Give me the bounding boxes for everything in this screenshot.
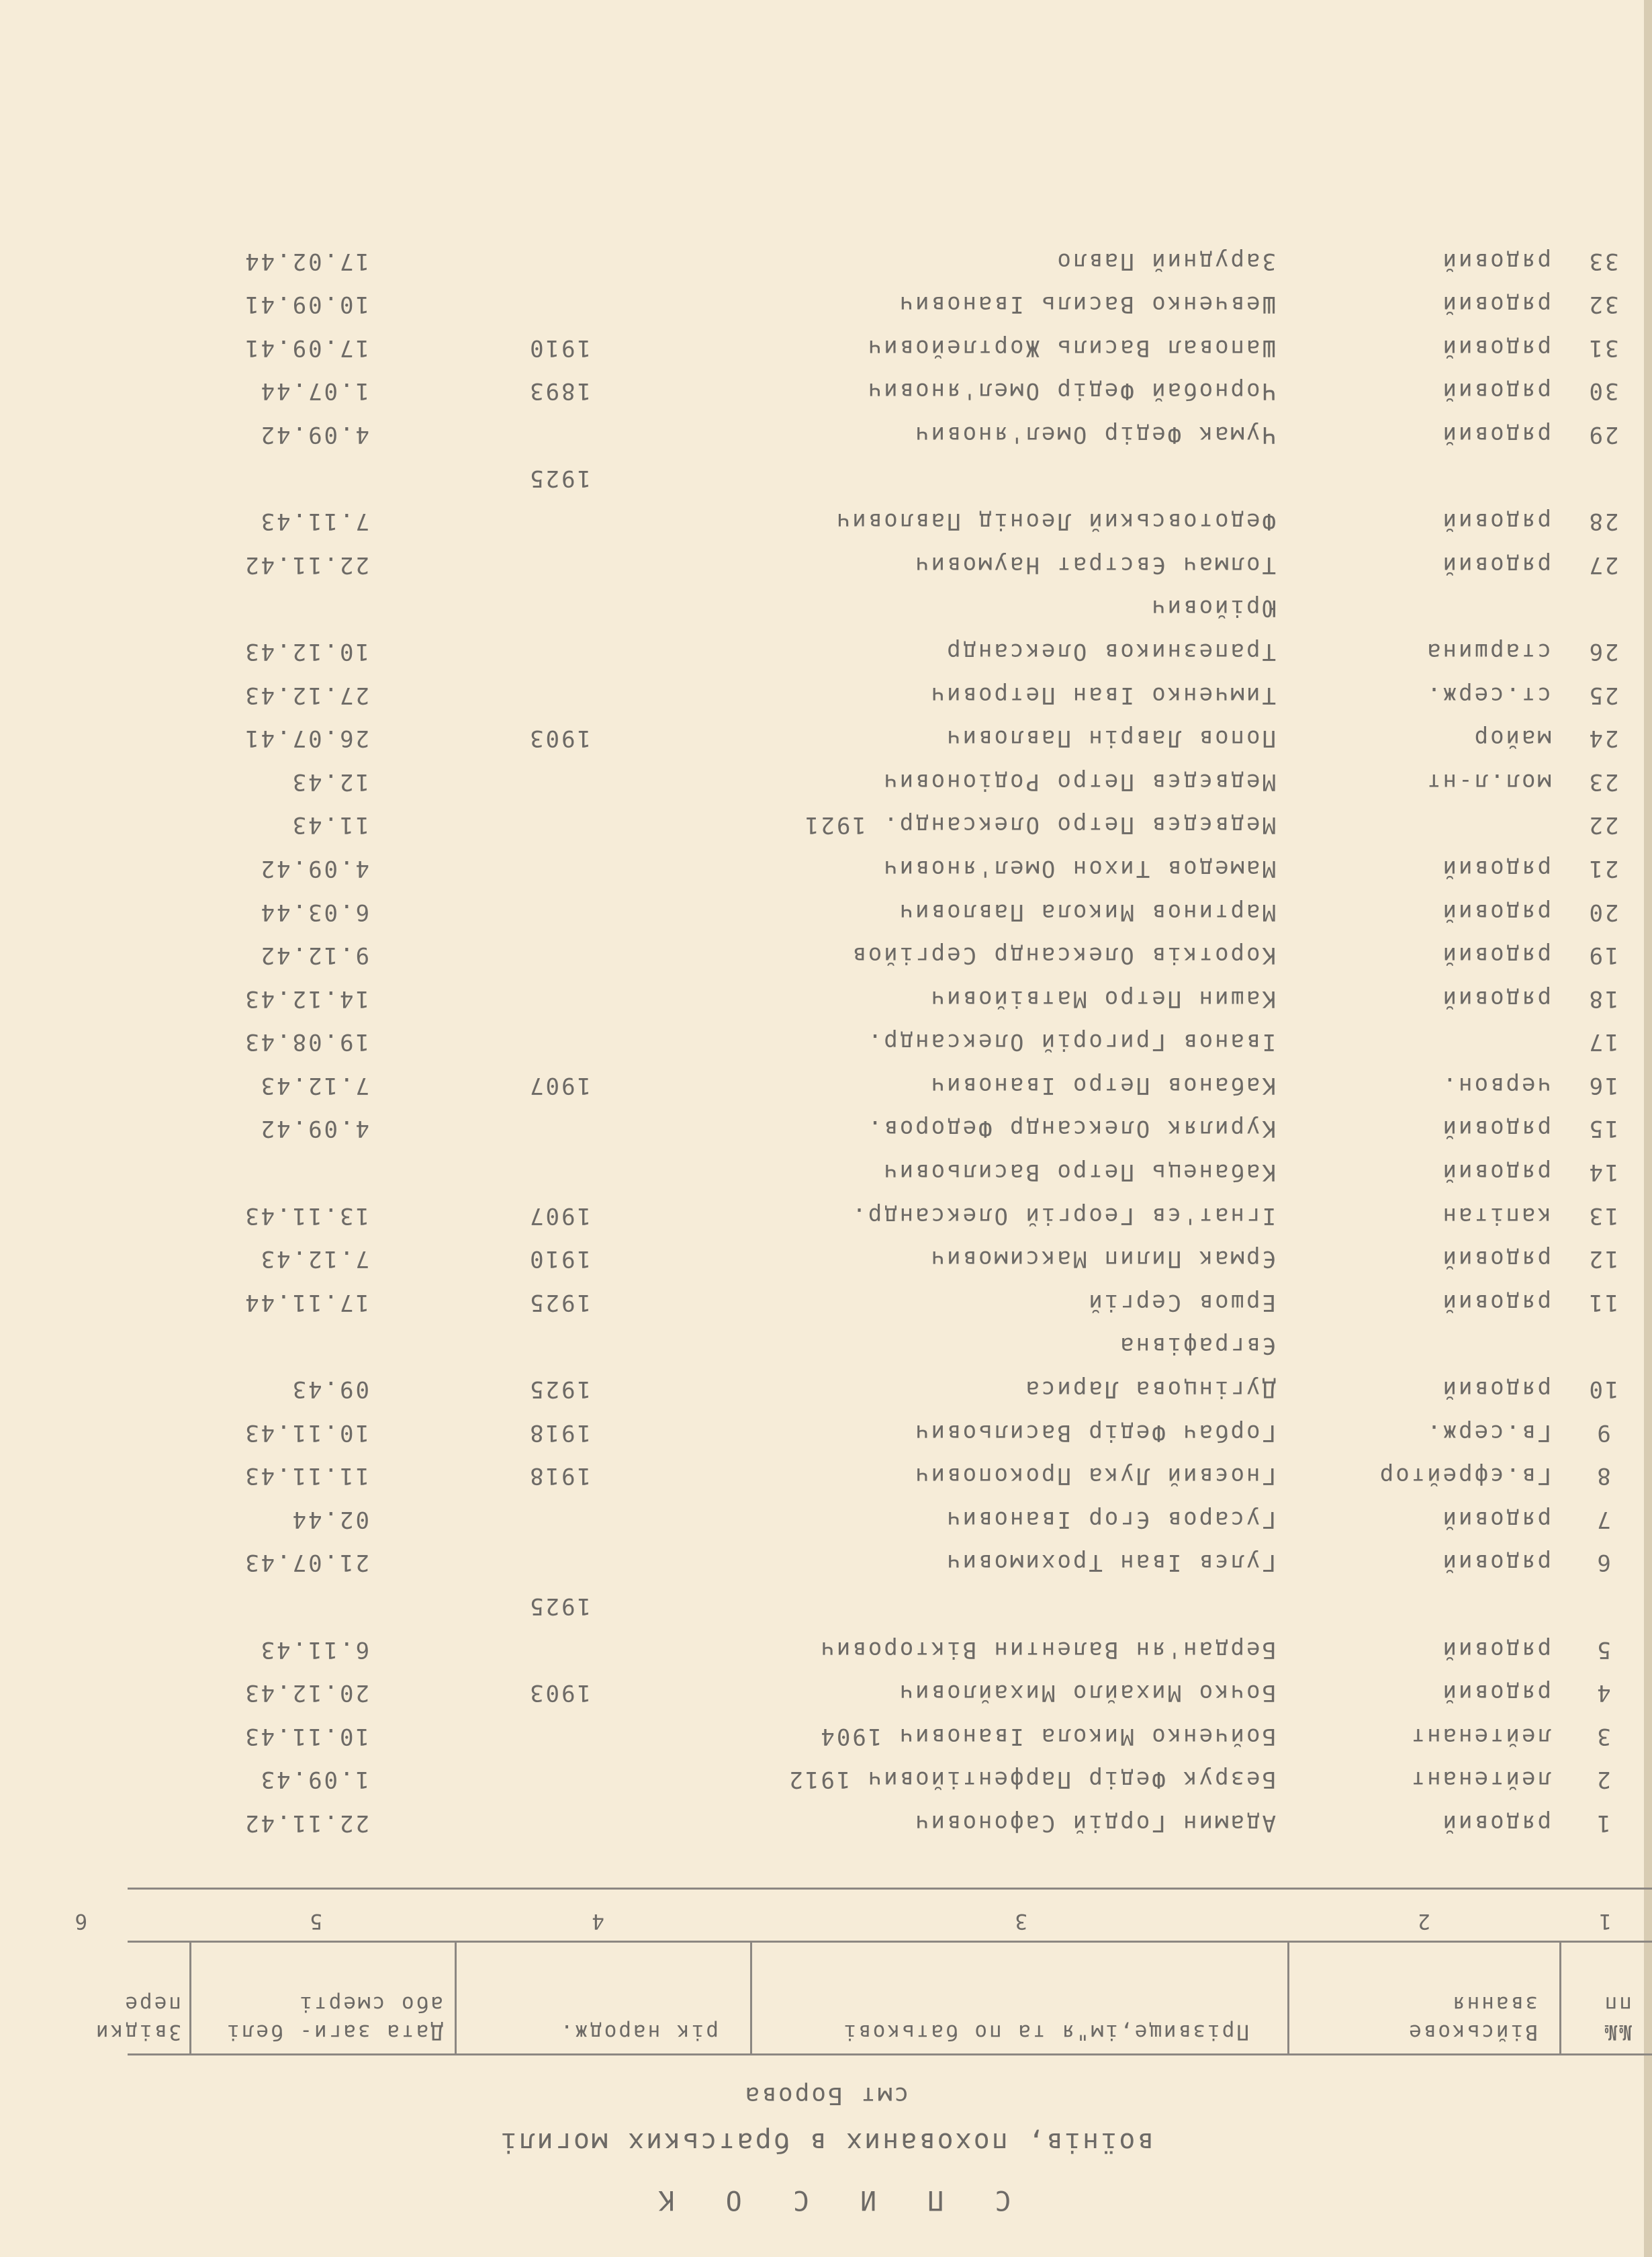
- row-name: Кашин Петро Матвійович: [929, 985, 1276, 1012]
- row-death-date: 11.43: [290, 811, 369, 839]
- row-number: 14: [1587, 1159, 1619, 1186]
- table-row: [0, 1495, 1652, 1538]
- table-row: [0, 1104, 1652, 1148]
- row-rank: рядовий: [1440, 508, 1551, 535]
- row-birth-year: 1925: [528, 1376, 591, 1403]
- row-rank: рядовий: [1440, 1810, 1551, 1836]
- row-number: 18: [1587, 985, 1619, 1012]
- row-number: 33: [1587, 247, 1619, 275]
- row-name: Толмач Євстрат Наумович: [913, 551, 1276, 578]
- column-number-label: 3: [1013, 1909, 1027, 1933]
- document-subtitle: воїнів, похованих в братських могилі: [498, 2127, 1154, 2158]
- row-rank: мол.л-нт: [1425, 768, 1551, 795]
- row-number: 8: [1595, 1462, 1611, 1490]
- row-rank: Гв.серж.: [1425, 1419, 1551, 1446]
- table-row: [0, 1712, 1652, 1755]
- table-rule-numbers: [128, 1888, 1652, 1890]
- row-number: 30: [1587, 378, 1619, 405]
- row-rank: Гв.єфрейтор: [1377, 1462, 1551, 1490]
- row-rank: рядовий: [1440, 421, 1551, 448]
- row-death-date: 27.12.43: [243, 681, 369, 709]
- row-rank: рядовий: [1440, 1115, 1551, 1143]
- row-number: 12: [1587, 1245, 1619, 1273]
- table-row: [0, 323, 1652, 367]
- row-death-date: 19.08.43: [243, 1028, 369, 1056]
- row-name: Шевченко Василь Іванович: [897, 291, 1276, 318]
- table-row: [0, 1148, 1652, 1192]
- row-name: Гулєв Іван Трохимович: [945, 1549, 1276, 1577]
- row-name: Федотовський Леонід Павлович: [834, 508, 1276, 535]
- document-title: С П И С О К: [641, 2184, 1011, 2215]
- row-death-date: 10.12.43: [243, 637, 369, 665]
- column-number-label: 2: [1416, 1909, 1430, 1933]
- row-death-date: 10.11.43: [243, 1722, 369, 1750]
- row-name: Юрійович: [1150, 594, 1276, 622]
- row-rank: рядовий: [1440, 247, 1551, 275]
- row-number: 19: [1587, 942, 1619, 969]
- row-number: 17: [1587, 1028, 1619, 1056]
- row-rank: рядовий: [1440, 985, 1551, 1012]
- row-rank: рядовий: [1440, 1159, 1551, 1186]
- row-number: 27: [1587, 551, 1619, 578]
- row-number: 2: [1595, 1766, 1611, 1794]
- row-death-date: 22.11.42: [243, 551, 369, 578]
- row-rank: рядовий: [1440, 378, 1551, 405]
- table-row: [0, 1364, 1652, 1408]
- row-name: Адамин Гордій Сафонович: [913, 1810, 1276, 1836]
- table-row: [0, 1278, 1652, 1321]
- row-death-date: 17.11.44: [243, 1288, 369, 1316]
- row-birth-year: 1925: [528, 1593, 591, 1620]
- header-rank: Військове звання: [1407, 1992, 1538, 2044]
- row-rank: рядовий: [1440, 1505, 1551, 1533]
- row-birth-year: 1907: [528, 1202, 591, 1229]
- row-name: Шаповал Василь Жортлейович: [866, 334, 1276, 361]
- row-death-date: 20.12.43: [243, 1679, 369, 1707]
- row-number: 16: [1587, 1071, 1619, 1099]
- row-number: 23: [1587, 768, 1619, 795]
- row-death-date: 14.12.43: [243, 985, 369, 1012]
- table-row: [0, 844, 1652, 887]
- table-row: [0, 931, 1652, 975]
- row-death-date: 7.12.43: [259, 1071, 369, 1099]
- row-number: 28: [1587, 508, 1619, 535]
- table-row: [0, 1408, 1652, 1452]
- row-number: 11: [1587, 1288, 1619, 1316]
- row-number: 31: [1587, 334, 1619, 361]
- row-name: Попов Лаврін Павлович: [945, 725, 1276, 752]
- row-number: 10: [1587, 1376, 1619, 1403]
- row-number: 7: [1595, 1505, 1611, 1533]
- row-rank: старшина: [1425, 637, 1551, 665]
- row-name: Кабанець Петро Васильович: [882, 1159, 1276, 1186]
- row-name: Іванов Григорій Олександр.: [866, 1028, 1276, 1056]
- table-rule-header: [128, 1941, 1652, 1943]
- row-name: Бердан'ян Валентин Вікторович: [819, 1636, 1276, 1663]
- row-death-date: 7.11.43: [259, 508, 369, 535]
- row-number: 21: [1587, 854, 1619, 882]
- row-death-date: 7.12.43: [259, 1245, 369, 1273]
- row-name: Мамедов Тихон Омел'янович: [882, 854, 1276, 882]
- row-death-date: 17.09.41: [243, 334, 369, 361]
- row-death-date: 09.43: [290, 1376, 369, 1403]
- row-birth-year: 1918: [528, 1462, 591, 1490]
- row-rank: рядовий: [1440, 854, 1551, 882]
- table-row: [0, 1581, 1652, 1625]
- row-death-date: 26.07.41: [243, 725, 369, 752]
- row-number: 5: [1595, 1636, 1611, 1663]
- table-row: [0, 236, 1652, 280]
- row-death-date: 11.11.43: [243, 1462, 369, 1490]
- row-rank: рядовий: [1440, 1679, 1551, 1707]
- document-location: смт Борова: [743, 2082, 909, 2109]
- row-name: Тимченко Іван Петрович: [929, 681, 1276, 709]
- column-divider: [455, 1943, 457, 2055]
- row-birth-year: 1910: [528, 334, 591, 361]
- row-rank: рядовий: [1440, 1288, 1551, 1316]
- row-birth-year: 1893: [528, 378, 591, 405]
- table-row: [0, 1755, 1652, 1799]
- row-death-date: 17.02.44: [243, 247, 369, 275]
- row-birth-year: 1903: [528, 1679, 591, 1707]
- row-death-date: 02.44: [290, 1505, 369, 1533]
- table-row: [0, 627, 1652, 670]
- row-name: Чорнобай Федір Омел'янович: [866, 378, 1276, 405]
- row-death-date: 6.03.44: [259, 898, 369, 926]
- row-name: Горбач Федір Васильович: [913, 1419, 1276, 1446]
- row-number: 3: [1595, 1722, 1611, 1750]
- row-rank: майор: [1472, 725, 1551, 752]
- row-number: 29: [1587, 421, 1619, 448]
- row-rank: рядовий: [1440, 1376, 1551, 1403]
- row-name: Бойченко Микола Іванович 1904: [819, 1722, 1276, 1750]
- table-row: [0, 453, 1652, 497]
- row-death-date: 1.07.44: [259, 378, 369, 405]
- table-row: [0, 1018, 1652, 1061]
- row-death-date: 22.11.42: [243, 1810, 369, 1836]
- row-number: 6: [1595, 1549, 1611, 1577]
- row-rank: ст.серж.: [1425, 681, 1551, 709]
- row-name: Безрук Федір Парфентійович 1912: [787, 1766, 1276, 1794]
- table-row: [0, 1798, 1652, 1842]
- row-death-date: 4.09.42: [259, 421, 369, 448]
- row-number: 1: [1595, 1810, 1611, 1836]
- row-rank: рядовий: [1440, 1549, 1551, 1577]
- table-row: [0, 1061, 1652, 1104]
- row-name: Трапезников Олександр: [945, 637, 1276, 665]
- row-birth-year: 1918: [528, 1419, 591, 1446]
- row-rank: лейтенант: [1409, 1722, 1551, 1750]
- row-death-date: 4.09.42: [259, 1115, 369, 1143]
- row-rank: капітан: [1440, 1202, 1551, 1229]
- table-row: [0, 1625, 1652, 1669]
- row-number: 20: [1587, 898, 1619, 926]
- row-death-date: 10.09.41: [243, 291, 369, 318]
- column-number-label: 1: [1597, 1909, 1612, 1933]
- header-death-date: Дата заги- белі або смерті: [225, 1992, 443, 2044]
- column-number-label: 5: [308, 1909, 322, 1933]
- column-number-label: 6: [73, 1909, 87, 1933]
- table-row: [0, 497, 1652, 541]
- row-death-date: 9.12.42: [259, 942, 369, 969]
- table-row: [0, 714, 1652, 758]
- row-rank: рядовий: [1440, 942, 1551, 969]
- row-rank: рядовий: [1440, 334, 1551, 361]
- header-name: Прізвище,ім"я та по батькові: [841, 2020, 1249, 2044]
- row-name: Медвєдєв Петро Олександр. 1921: [802, 811, 1276, 839]
- row-birth-year: 1925: [528, 464, 591, 492]
- table-row: [0, 1538, 1652, 1582]
- row-rank: рядовий: [1440, 291, 1551, 318]
- table-rule-top: [128, 2053, 1652, 2055]
- row-death-date: 13.11.43: [243, 1202, 369, 1229]
- row-birth-year: 1925: [528, 1288, 591, 1316]
- row-number: 9: [1595, 1419, 1611, 1446]
- column-divider: [1287, 1943, 1289, 2055]
- row-rank: рядовий: [1440, 898, 1551, 926]
- table-row: [0, 1321, 1652, 1365]
- row-rank: рядовий: [1440, 1636, 1551, 1663]
- row-birth-year: 1903: [528, 725, 591, 752]
- table-row: [0, 887, 1652, 931]
- table-row: [0, 1452, 1652, 1495]
- table-row: [0, 974, 1652, 1018]
- row-death-date: 12.43: [290, 768, 369, 795]
- table-row: [0, 670, 1652, 714]
- row-name: Гусаров Єгор Іванович: [945, 1505, 1276, 1533]
- column-divider: [1559, 1943, 1561, 2055]
- row-number: 25: [1587, 681, 1619, 709]
- row-death-date: 10.11.43: [243, 1419, 369, 1446]
- row-number: 26: [1587, 637, 1619, 665]
- row-name: Бочко Михайло Михайлович: [897, 1679, 1276, 1707]
- table-row: [0, 801, 1652, 844]
- row-name: Куриляк Олександр Федоров.: [866, 1115, 1276, 1143]
- table-body: [0, 236, 1652, 1842]
- row-name: Євграфівна: [1118, 1332, 1276, 1360]
- row-name: Ершов Сергій: [1087, 1288, 1276, 1316]
- table-row: [0, 280, 1652, 324]
- table-row: [0, 1235, 1652, 1278]
- row-name: Ігнат'єв Георгій Олександр.: [850, 1202, 1276, 1229]
- row-name: Чумак Федір Омел'янович: [913, 421, 1276, 448]
- row-number: 24: [1587, 725, 1619, 752]
- column-divider: [189, 1943, 191, 2055]
- column-number-label: 4: [590, 1909, 604, 1933]
- row-death-date: 4.09.42: [259, 854, 369, 882]
- row-name: Зарудний Павло: [1055, 247, 1276, 275]
- row-rank: лейтенант: [1409, 1766, 1551, 1794]
- row-name: Мартинов Микола Павлович: [897, 898, 1276, 926]
- table-row: [0, 1669, 1652, 1712]
- table-row: [0, 540, 1652, 584]
- header-number: №№ пп: [1602, 1992, 1632, 2044]
- column-divider: [750, 1943, 752, 2055]
- row-death-date: 21.07.43: [243, 1549, 369, 1577]
- header-birth-year: рік народж.: [558, 2020, 719, 2044]
- header-origin: Звідки пере: [94, 1992, 181, 2044]
- row-name: Коротків Олександр Сергійов: [850, 942, 1276, 969]
- row-name: Кабанов Петро Іванович: [929, 1071, 1276, 1099]
- row-number: 13: [1587, 1202, 1619, 1229]
- row-birth-year: 1910: [528, 1245, 591, 1273]
- row-rank: рядовий: [1440, 551, 1551, 578]
- row-death-date: 1.09.43: [259, 1766, 369, 1794]
- row-name: Медвєдєв Петро Родіонович: [882, 768, 1276, 795]
- table-row: [0, 367, 1652, 410]
- row-number: 22: [1587, 811, 1619, 839]
- row-name: Дугінцова Лариса: [1023, 1376, 1276, 1403]
- row-number: 4: [1595, 1679, 1611, 1707]
- row-death-date: 6.11.43: [259, 1636, 369, 1663]
- row-rank: червон.: [1440, 1071, 1551, 1099]
- row-name: Єрмак Пилип Максимович: [929, 1245, 1276, 1273]
- table-row: [0, 757, 1652, 801]
- table-row: [0, 410, 1652, 453]
- row-rank: рядовий: [1440, 1245, 1551, 1273]
- row-number: 15: [1587, 1115, 1619, 1143]
- row-name: Гноєвий Лука Прокопович: [913, 1462, 1276, 1490]
- table-row: [0, 584, 1652, 627]
- row-birth-year: 1907: [528, 1071, 591, 1099]
- table-row: [0, 1191, 1652, 1235]
- row-number: 32: [1587, 291, 1619, 318]
